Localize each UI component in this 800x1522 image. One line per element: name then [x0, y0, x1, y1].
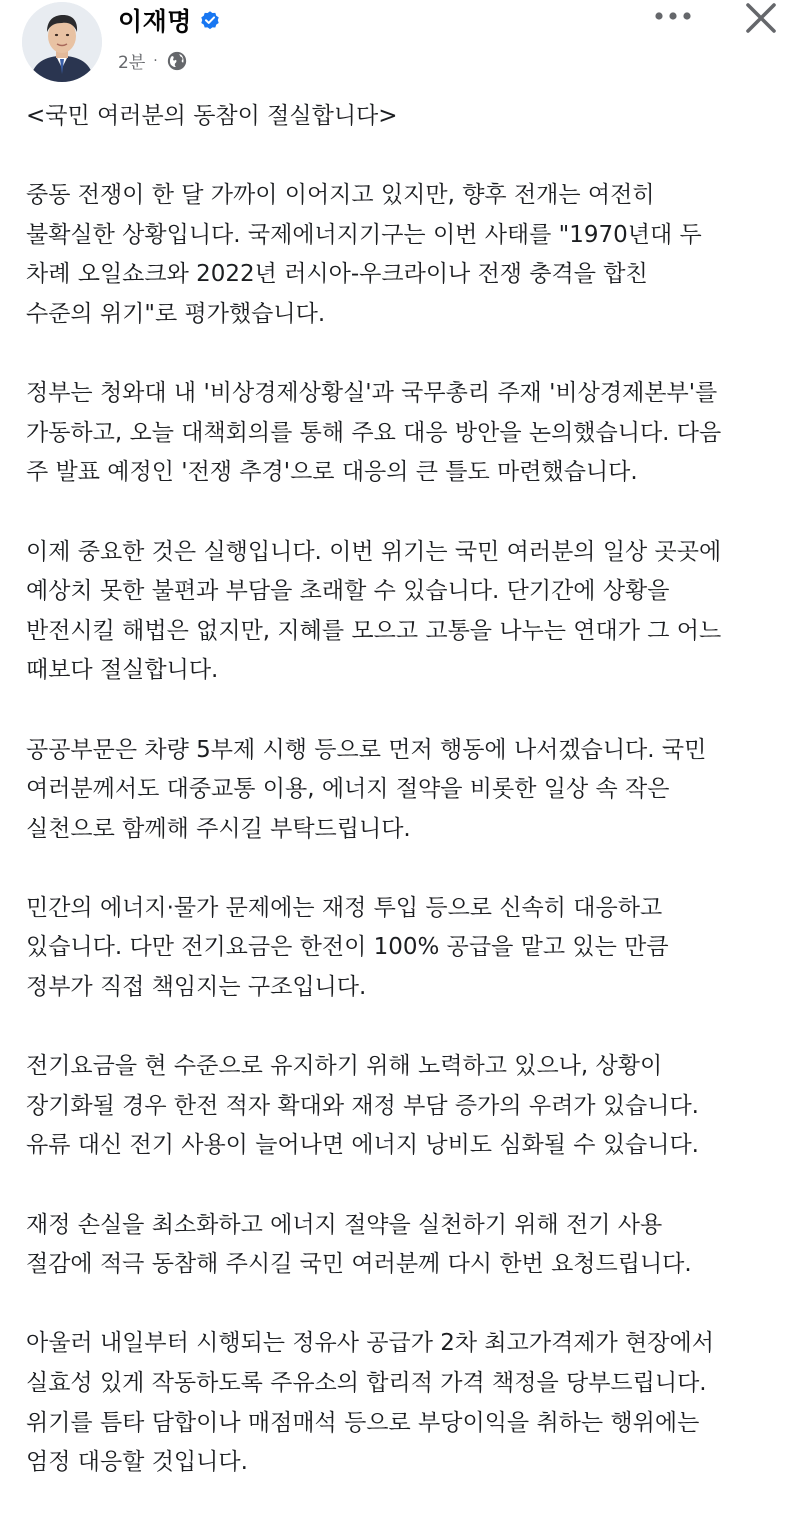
author-name[interactable]: 이재명 [118, 7, 192, 36]
post-timestamp[interactable]: 2분 [118, 53, 146, 73]
globe-icon[interactable] [166, 50, 188, 72]
avatar-portrait [22, 2, 102, 82]
post-paragraph: 중동 전쟁이 한 달 가까이 이어지고 있지만, 향후 전개는 여전히 불확실한 상황입니다. 국제에너지기구는 이번 사태를 "1970년대 두 차례 오일쇼크와 2022년 러시아-우크라이나 전쟁 충격을 합친 수준의 위기"로 평가했습니다. [26, 182, 702, 327]
author-avatar[interactable] [22, 2, 102, 82]
meta-separator: · [153, 52, 158, 69]
post-paragraph: 재정 손실을 최소화하고 에너지 절약을 실천하기 위해 전기 사용 절감에 적극 동참해 주시길 국민 여러분께 다시 한번 요청드립니다. [26, 1211, 692, 1278]
author-info [118, 2, 221, 73]
close-button[interactable] [738, 0, 784, 36]
post-paragraph: 이제 중요한 것은 실행입니다. 이번 위기는 국민 여러분의 일상 곳곳에 예상치 못한 불편과 부담을 초래할 수 있습니다. 단기간에 상황을 반전시킬 해법은 없지만, 지혜를 모으고 고통을 나누는 연대가 그 어느 때보다 절실합니다. [26, 538, 722, 684]
close-icon [744, 1, 778, 35]
post-meta [118, 48, 221, 73]
post-title: <국민 여러분의 동참이 절실합니다> [26, 103, 398, 129]
more-options-icon [653, 10, 693, 22]
post-paragraph: 전기요금을 현 수준으로 유지하기 위해 노력하고 있으나, 상황이 장기화될 경우 한전 적자 확대와 재정 부담 증가의 우려가 있습니다. 유류 대신 전기 사용이 늘어나면 에너지 낭비도 심화될 수 있습니다. [26, 1053, 699, 1159]
post-paragraph: 민간의 에너지·물가 문제에는 재정 투입 등으로 신속히 대응하고 있습니다. 다만 전기요금은 한전이 100% 공급을 맡고 있는 만큼 정부가 직접 책임지는 구조입니다. [26, 894, 669, 1001]
more-options-button[interactable] [650, 0, 696, 32]
verified-badge-icon [199, 9, 221, 31]
post-paragraph: 정부는 청와대 내 '비상경제상황실'과 국무총리 주재 '비상경제본부'를 가동하고, 오늘 대책회의를 통해 주요 대응 방안을 논의했습니다. 다음 주 발표 예정인 '전쟁 추경'으로 대응의 큰 틀도 마련했습니다. [26, 380, 722, 486]
post-body [26, 97, 796, 1522]
post-header [0, 0, 800, 90]
post-paragraph: 아울러 내일부터 시행되는 정유사 공급가 2차 최고가격제가 현장에서 실효성 있게 작동하도록 주유소의 합리적 가격 책정을 당부드립니다. 위기를 틈타 담합이나 매점매석 등으로 부당이익을 취하는 행위에는 엄정 대응할 것입니다. [26, 1330, 714, 1476]
post-paragraph: 공공부문은 차량 5부제 시행 등으로 먼저 행동에 나서겠습니다. 국민 여러분께서도 대중교통 이용, 에너지 절약을 비롯한 일상 속 작은 실천으로 함께해 주시길 부탁드립니다. [26, 736, 707, 842]
